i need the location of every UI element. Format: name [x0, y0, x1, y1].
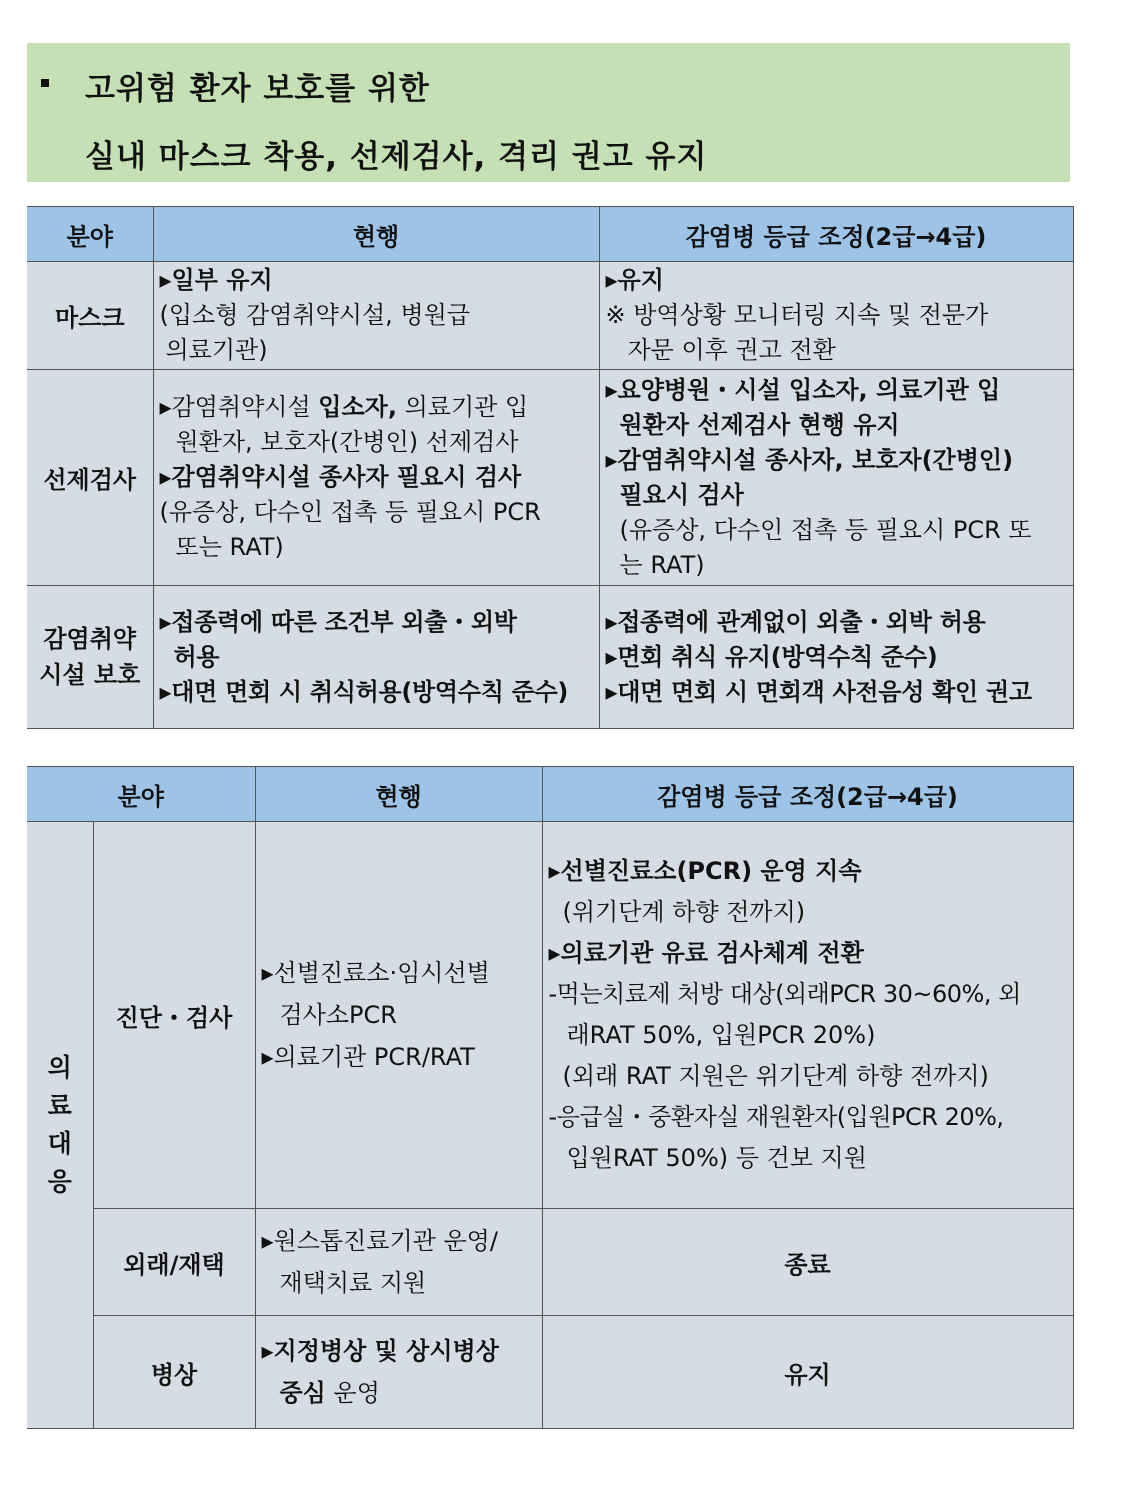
row-category-diagnosis: 진단・검사	[93, 822, 255, 1209]
beds-current	[255, 1316, 542, 1429]
facility-current-line3: ▸대면 면회 시 취식허용(방역수칙 준수)	[159, 677, 569, 706]
table-row-diagnosis	[27, 822, 1073, 1209]
header-current: 현행	[153, 207, 599, 262]
facility-category-line1: 감염취약	[43, 625, 137, 653]
test-adjusted-line5: (유증상, 다수인 접촉 등 필요시 PCR 또	[619, 515, 1032, 544]
mask-current-line3: 의료기관)	[165, 336, 268, 364]
diagnosis-adjusted-line4: -먹는치료제 처방 대상(외래PCR 30~60%, 외	[548, 980, 1021, 1008]
facility-adjusted-line1: ▸접종력에 관계없이 외출・외박 허용	[605, 607, 986, 636]
table-header-row	[27, 207, 1073, 262]
table-row-beds	[27, 1316, 1073, 1429]
test-current-line1c: 의료기관 입	[396, 393, 529, 421]
vertical-label-char1: 의	[47, 1053, 72, 1082]
test-current-line1b: 입소자,	[318, 393, 397, 421]
test-current-line3: ▸감염취약시설 종사자 필요시 검사	[159, 463, 522, 491]
diagnosis-adjusted-line7: -응급실・중환자실 재원환자(입원PCR 20%,	[548, 1103, 1004, 1131]
mask-adjusted-line1: ▸유지	[605, 266, 664, 294]
outpatient-adjusted: 종료	[542, 1209, 1073, 1316]
header-current: 현행	[255, 767, 542, 822]
outpatient-current	[255, 1209, 542, 1316]
test-adjusted-line3: ▸감염취약시설 종사자, 보호자(간병인)	[605, 445, 1014, 474]
mask-adjusted	[599, 262, 1073, 370]
outpatient-current-line1: ▸원스톱진료기관 운영/	[261, 1227, 498, 1255]
row-category-mask: 마스크	[27, 262, 153, 370]
header-adjusted: 감염병 등급 조정(2급→4급)	[542, 767, 1073, 822]
mask-current-line1: ▸일부 유지	[159, 266, 273, 294]
test-adjusted-line6: 는 RAT)	[619, 550, 705, 579]
diagnosis-current-line3: ▸의료기관 PCR/RAT	[261, 1043, 475, 1071]
table-row-facility-protection	[27, 586, 1073, 729]
diagnosis-current-line2: 검사소PCR	[279, 1001, 397, 1029]
diagnosis-current-line1: ▸선별진료소·임시선별	[261, 959, 490, 987]
diagnosis-adjusted-line1: ▸선별진료소(PCR) 운영 지속	[548, 857, 862, 885]
test-current-line2: 원환자, 보호자(간병인) 선제검사	[175, 428, 519, 456]
row-category-beds: 병상	[93, 1316, 255, 1429]
row-category-test: 선제검사	[27, 370, 153, 586]
diagnosis-adjusted-line2: (위기단계 하향 전까지)	[562, 898, 806, 926]
table-row-outpatient	[27, 1209, 1073, 1316]
test-adjusted-line2: 원환자 선제검사 현행 유지	[619, 410, 900, 439]
facility-measures-table	[27, 206, 1074, 729]
mask-current	[153, 262, 599, 370]
facility-current-line2: 허용	[173, 642, 220, 671]
vertical-label-char3: 대	[47, 1129, 72, 1158]
test-current-line5: 또는 RAT)	[175, 533, 284, 561]
diagnosis-adjusted-line3: ▸의료기관 유료 검사체계 전환	[548, 939, 864, 967]
row-category-outpatient: 외래/재택	[93, 1209, 255, 1316]
table-header-row	[27, 767, 1073, 822]
table-row-mask	[27, 262, 1073, 370]
banner-title-line1: 고위험 환자 보호를 위한	[85, 71, 430, 107]
diagnosis-adjusted-line8: 입원RAT 50%) 등 건보 지원	[566, 1144, 867, 1172]
mask-adjusted-line3: 자문 이후 권고 전환	[627, 336, 836, 364]
facility-adjusted-line2: ▸면회 취식 유지(방역수칙 준수)	[605, 642, 938, 671]
diagnosis-adjusted-line5: 래RAT 50%, 입원PCR 20%)	[566, 1021, 876, 1049]
outpatient-current-line2: 재택치료 지원	[279, 1269, 427, 1297]
test-current-line1a: ▸감염취약시설	[159, 393, 319, 421]
facility-current-line1: ▸접종력에 따른 조건부 외출・외박	[159, 607, 517, 636]
row-category-facility	[27, 586, 153, 729]
vertical-label-char2: 료	[47, 1091, 72, 1120]
mask-current-line2: (입소형 감염취약시설, 병원급	[159, 301, 470, 329]
facility-category-line2: 시설 보호	[39, 661, 141, 689]
facility-adjusted-line3: ▸대면 면회 시 면회객 사전음성 확인 권고	[605, 677, 1032, 706]
facility-current	[153, 586, 599, 729]
header-field: 분야	[27, 767, 255, 822]
diagnosis-adjusted	[542, 822, 1073, 1209]
header-field: 분야	[27, 207, 153, 262]
square-bullet-icon	[41, 79, 49, 87]
table-row-preemptive-test	[27, 370, 1073, 586]
test-current	[153, 370, 599, 586]
beds-current-line1: ▸지정병상 및 상시병상	[261, 1337, 499, 1365]
vertical-label-char4: 응	[47, 1167, 72, 1196]
beds-current-line2b: 운영	[325, 1379, 380, 1407]
mask-adjusted-line2: ※ 방역상황 모니터링 지속 및 전문가	[605, 301, 989, 329]
header-adjusted: 감염병 등급 조정(2급→4급)	[599, 207, 1073, 262]
facility-adjusted	[599, 586, 1073, 729]
title-banner	[27, 43, 1070, 182]
diagnosis-adjusted-line6: (외래 RAT 지원은 위기단계 하향 전까지)	[562, 1062, 989, 1090]
beds-current-line2	[262, 1372, 538, 1414]
test-adjusted	[599, 370, 1073, 586]
beds-adjusted: 유지	[542, 1316, 1073, 1429]
medical-response-table	[27, 766, 1074, 1429]
test-current-line4: (유증상, 다수인 접촉 등 필요시 PCR	[159, 498, 541, 526]
diagnosis-current	[255, 822, 542, 1209]
banner-title-line2: 실내 마스크 착용, 선제검사, 격리 권고 유지	[85, 139, 708, 175]
test-adjusted-line1: ▸요양병원・시설 입소자, 의료기관 입	[605, 375, 1001, 404]
vertical-label-medical-response	[27, 822, 93, 1429]
test-adjusted-line4: 필요시 검사	[619, 480, 744, 509]
beds-current-line2a: 중심	[279, 1379, 326, 1407]
